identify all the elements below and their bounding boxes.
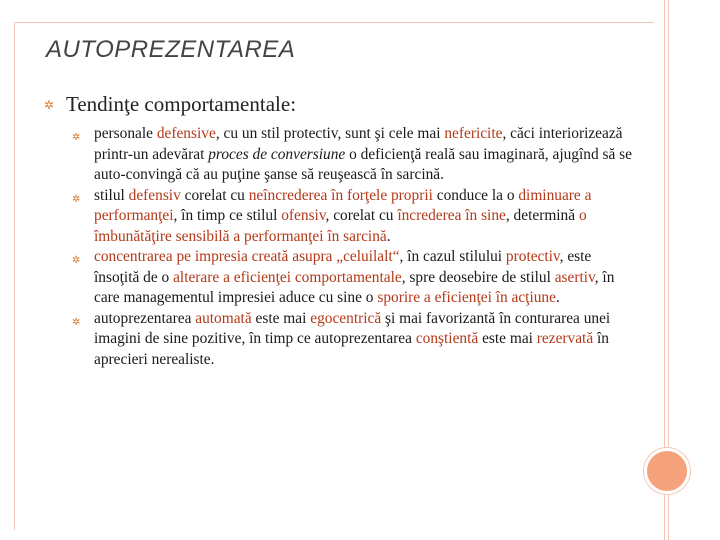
- highlighted-text: defensive: [156, 125, 216, 142]
- bullet-text: , în cazul stilului: [399, 248, 506, 265]
- highlighted-text: sporire a eficienţei în acţiune: [377, 289, 556, 306]
- highlighted-text: protectiv: [505, 248, 560, 265]
- bullet-text: conduce la o: [432, 186, 519, 204]
- heading-text: Tendinţe comportamentale:: [66, 92, 297, 116]
- gear-bullet-icon: ✲: [72, 255, 81, 266]
- bullet-list: [72, 124, 632, 370]
- highlighted-text: alterare a eficienţei comportamentale: [173, 268, 402, 286]
- bullet-text: corelat cu: [180, 186, 249, 204]
- bullet-text: este mai: [251, 309, 311, 327]
- frame-left-line: [14, 22, 15, 530]
- bullet-text: , în care managementul impresiei aduce cu sine o: [94, 268, 615, 306]
- bullet-text: în aprecieri nerealiste.: [94, 330, 609, 368]
- bullet-text: , cu un stil protectiv, sunt şi cele mai: [215, 125, 445, 142]
- bullet-item: [72, 247, 632, 309]
- bullet-item: [72, 186, 632, 248]
- bullet-text: autoprezentarea: [94, 309, 196, 327]
- italic-text: proces de conversiune: [208, 145, 346, 163]
- highlighted-text: diminuare a performanţei: [94, 186, 592, 224]
- highlighted-text: încrederea în sine: [397, 207, 506, 224]
- bullet-text: stilul: [94, 186, 129, 204]
- bullet-text: personale: [94, 125, 157, 142]
- gear-bullet-icon: ✲: [72, 132, 81, 143]
- gear-bullet-icon: ✲: [44, 97, 55, 112]
- highlighted-text: o îmbunătăţire sensibilă a performanţei în sarcină: [94, 207, 587, 245]
- bullet-text: , corelat cu: [325, 207, 398, 224]
- gear-bullet-icon: ✲: [72, 193, 81, 205]
- highlighted-text: egocentrică: [310, 309, 382, 327]
- highlighted-text: rezervată: [536, 330, 594, 347]
- highlighted-text: defensiv: [128, 186, 181, 204]
- bullet-text: este mai: [478, 330, 537, 347]
- gear-bullet-icon: ✲: [72, 316, 81, 328]
- bullet-text: , este însoţită de o: [94, 248, 592, 286]
- highlighted-text: conştientă: [415, 330, 479, 347]
- highlighted-text: neîncrederea în forţele proprii: [248, 186, 433, 204]
- heading-row: [44, 92, 296, 117]
- decorative-circle: [644, 448, 690, 494]
- slide-title: AUTOPREZENTAREA: [46, 36, 296, 63]
- highlighted-text: nefericite: [444, 125, 503, 142]
- bullet-text: .: [386, 227, 391, 245]
- bullet-text: .: [555, 289, 560, 306]
- bullet-text: , în timp ce stilul: [173, 207, 282, 224]
- bullet-item: [72, 124, 632, 186]
- highlighted-text: asertiv: [554, 268, 595, 286]
- bullet-text: , spre deosebire de stilul: [401, 268, 555, 286]
- highlighted-text: concentrarea pe impresia creată asupra „celuilalt“: [94, 248, 400, 265]
- frame-top-line: [14, 22, 654, 23]
- bullet-text: o deficienţă reală sau imaginară, ajugînd să se auto-convingă că au puţine şanse să reuşească în sarcină.: [94, 145, 633, 183]
- bullet-text: şi mai favorizantă în conturarea unei imagini de sine pozitive, în timp ce autoprezentarea: [94, 309, 611, 347]
- highlighted-text: automată: [195, 309, 252, 327]
- bullet-text: , determină: [505, 207, 579, 224]
- bullet-text: , căci interiorizează printr-un adevărat: [94, 125, 623, 163]
- bullet-item: [72, 309, 632, 371]
- highlighted-text: ofensiv: [281, 207, 326, 224]
